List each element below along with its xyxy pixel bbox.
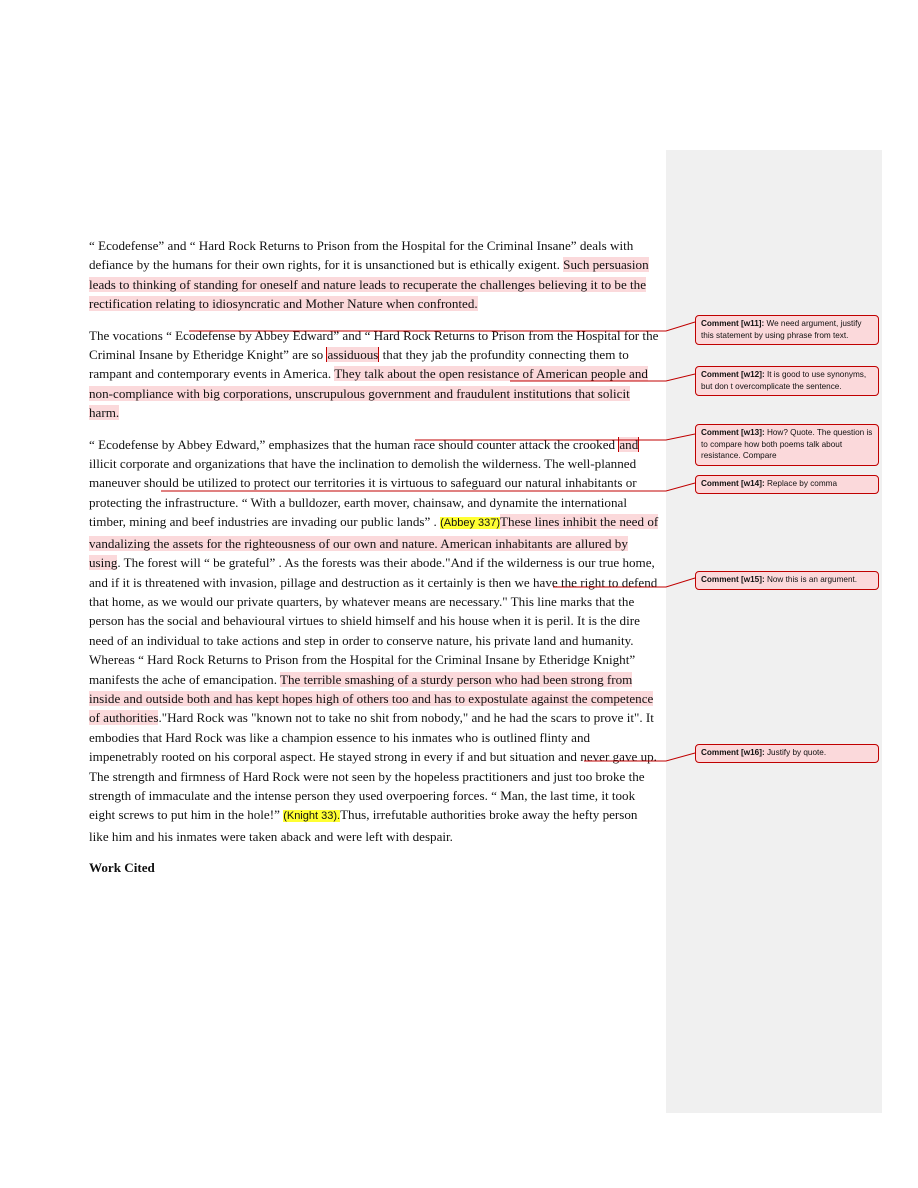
paragraph-text: Thus, irrefutable authorities broke away the hefty person like him and his inmates were taken aback and were left with despair. [89, 807, 638, 844]
paragraph-3 [89, 435, 659, 847]
comment-w13[interactable] [695, 424, 879, 466]
comment-w15[interactable] [695, 571, 879, 590]
comment-w14[interactable] [695, 475, 879, 494]
citation-knight: (Knight 33). [283, 810, 341, 823]
commented-text-w13[interactable]: They talk about the open resistance of American people and non-compliance with big corporations, unscrupulous government and fraudulent institutions that solicit harm. [89, 366, 648, 421]
comment-text: Now this is an argument. [764, 575, 858, 584]
document-body [89, 236, 659, 890]
comment-label: Comment [w12]: [701, 370, 765, 379]
paragraph-text: illicit corporate and organizations that have the inclination to demolish the wilderness. The well-planned maneuver should be utilized to protect our territories it is virtuous to safeguard our natural inhabitants or protecting the infrastructure. “ With a bulldozer, earth mover, chainsaw, and dynamite the international timber, mining and beef industries are invading our public lands” . [89, 456, 637, 530]
paragraph-2 [89, 326, 659, 423]
comment-label: Comment [w11]: [701, 319, 765, 328]
paragraph-text: ."Hard Rock was "known not to take no shit from nobody," and he had the scars to prove it". It embodies that Hard Rock was like a champion essence to his inmates who is outlined flinty and impenetrably rooted on his corporal aspect. He stayed strong in every if and but situation and never gave up. The strength and firmness of Hard Rock were not seen by the hopeless practitioners and just too broke the strength of immaculate and the intense person they used overpoering forces. “ Man, the last time, it took eight screws to put him in the hole!” [89, 710, 657, 823]
commented-text-w15[interactable]: These lines inhibit the need of vandalizing the assets for the righteousness of our own and nature. American inhabitants are allured by using [89, 514, 659, 571]
citation-abbey: (Abbey 337) [440, 517, 501, 530]
work-cited-heading: Work Cited [89, 860, 155, 876]
comment-label: Comment [w14]: [701, 479, 765, 488]
comment-text: Justify by quote. [764, 748, 827, 757]
paragraph-text: that they jab the profundity connecting them to rampant and contemporary events in America. [89, 347, 629, 382]
commented-text-w11[interactable]: Such persuasion leads to thinking of standing for oneself and nature leads to recuperate the challenges believing it to be the rectification relating to idiosyncratic and Mother Nature when confronted. [89, 257, 649, 312]
paragraph-text: . The forest will “ be grateful” . As the forests was their abode."And if the wilderness is our true home, and if it is threatened with invasion, pillage and destruction as it certainly is then we have the right to defend that home, as we would our private quarters, by whatever means are necessary." This line marks that the person has the social and behavioural virtues to shield himself and his house when it is peril. It is the dire need of an individual to take actions and step in order to conserve nature, his private land and humanity. Whereas “ Hard Rock Returns to Prison from the Hospital for the Criminal Insane by Etheridge Knight” manifests the ache of emancipation. [89, 555, 658, 687]
comment-pane [666, 150, 882, 1113]
comment-w11[interactable] [695, 315, 879, 345]
paragraph-text: The vocations “ Ecodefense by Abbey Edward” and “ Hard Rock Returns to Prison from the Hospital for the Criminal Insane by Etheridge Knight” are so [89, 327, 659, 363]
comment-text: It is good to use synonyms, but don t overcomplicate the sentence. [701, 370, 867, 391]
comment-w12[interactable] [695, 366, 879, 396]
comment-label: Comment [w15]: [701, 575, 765, 584]
comment-label: Comment [w16]: [701, 748, 765, 757]
commented-text-w16[interactable]: The terrible smashing of a sturdy person who had been strong from inside and outside both and has kept hopes high of others too and has to expostulate against the competence of authorities [89, 671, 654, 726]
comment-text: How? Quote. The question is to compare how both poems talk about resistance. Compare [701, 428, 873, 461]
commented-text-w12[interactable]: assiduous [327, 347, 379, 363]
paragraph-1 [89, 236, 659, 314]
comment-w16[interactable] [695, 744, 879, 763]
commented-text-w14[interactable]: and [619, 436, 639, 452]
comment-label: Comment [w13]: [701, 428, 765, 437]
comment-text: Replace by comma [764, 479, 838, 488]
paragraph-text: “ Ecodefense by Abbey Edward,” emphasizes that the human race should counter attack the crooked [89, 436, 619, 452]
comment-text: We need argument, justify this statement by using phrase from text. [701, 319, 862, 340]
paragraph-text: “ Ecodefense” and “ Hard Rock Returns to Prison from the Hospital for the Criminal Insane” deals with defiance by the humans for their own rights, for it is unsanctioned but is ethically exigent. [89, 238, 634, 273]
